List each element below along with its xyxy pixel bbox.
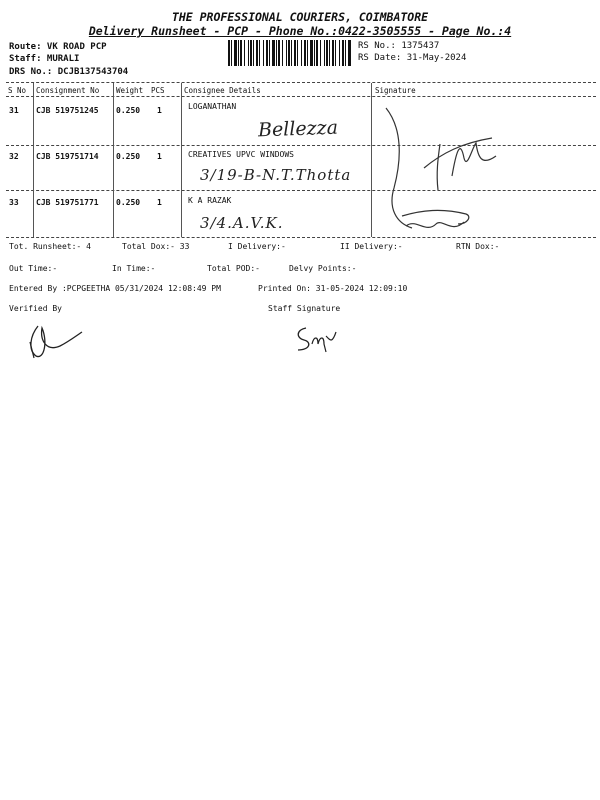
total-dox: Total Dox:- 33 — [122, 242, 190, 251]
barcode-bar — [240, 40, 242, 66]
rs-number: RS No.: 1375437 — [358, 41, 440, 51]
barcode-bar — [259, 40, 260, 66]
delvy-points: Delvy Points:- — [289, 264, 357, 273]
table-top-rule — [6, 82, 596, 83]
table-row-sno: 33 — [9, 198, 19, 207]
barcode-bar — [304, 40, 306, 66]
handwritten-note: 3/4.A.V.K. — [200, 214, 284, 232]
column-divider — [181, 83, 182, 237]
rtn-dox: RTN Dox:- — [456, 242, 500, 251]
in-time: In Time:- — [112, 264, 156, 273]
barcode-bar — [248, 40, 249, 66]
barcode-image — [228, 40, 354, 66]
barcode-bar — [276, 40, 277, 66]
barcode-bar — [272, 40, 275, 66]
barcode-bar — [316, 40, 318, 66]
table-row-consignee: K A RAZAK — [188, 196, 232, 205]
i-delivery: I Delivery:- — [228, 242, 286, 251]
table-row-weight: 0.250 — [116, 198, 141, 207]
staff-signature-label: Staff Signature — [268, 304, 341, 313]
barcode-bar — [332, 40, 334, 66]
barcode-bar — [250, 40, 252, 66]
barcode-bar — [278, 40, 280, 66]
col-header-consignment: Consignment No — [36, 86, 100, 95]
table-header-rule — [6, 96, 596, 97]
barcode-bar — [314, 40, 315, 66]
col-header-signature: Signature — [375, 86, 416, 95]
barcode-bar — [231, 40, 232, 66]
barcode-bar — [291, 40, 292, 66]
tot-runsheet: Tot. Runsheet:- 4 — [9, 242, 91, 251]
col-header-sno: S No — [8, 86, 27, 95]
barcode-bar — [288, 40, 290, 66]
handwritten-note: 3/19-B-N.T.Thotta — [200, 166, 352, 184]
barcode-bar — [238, 40, 239, 66]
table-row-pcs: 1 — [157, 198, 162, 207]
receiver-signature — [372, 98, 512, 238]
out-time: Out Time:- — [9, 264, 58, 273]
ii-delivery: II Delivery:- — [340, 242, 403, 251]
barcode-bar — [342, 40, 344, 66]
table-row-consignment: CJB 519751245 — [36, 106, 99, 115]
barcode-bar — [294, 40, 296, 66]
table-row-sno: 31 — [9, 106, 19, 115]
barcode-bar — [256, 40, 258, 66]
barcode-bar — [263, 40, 264, 66]
barcode-bar — [269, 40, 270, 66]
barcode-bar — [326, 40, 328, 66]
table-row-consignee: LOGANATHAN — [188, 102, 237, 111]
handwritten-note: Bellezza — [257, 116, 339, 142]
col-header-pcs: PCS — [151, 86, 165, 95]
barcode-bar — [244, 40, 245, 66]
table-row-consignment: CJB 519751771 — [36, 198, 99, 207]
total-pod: Total POD:- — [207, 264, 260, 273]
table-row-sno: 32 — [9, 152, 19, 161]
barcode-bar — [234, 40, 237, 66]
runsheet-subtitle: Delivery Runsheet - PCP - Phone No.:0422-3505555 - Page No.:4 — [88, 24, 512, 38]
table-row-consignee: CREATIVES UPVC WINDOWS — [188, 150, 294, 159]
column-divider — [33, 83, 34, 237]
barcode-bar — [307, 40, 308, 66]
barcode-bar — [345, 40, 346, 66]
barcode-bar — [329, 40, 330, 66]
barcode-bar — [324, 40, 325, 66]
barcode-bar — [301, 40, 302, 66]
barcode-bar — [297, 40, 298, 66]
rs-date: RS Date: 31-May-2024 — [358, 53, 467, 63]
route-label: Route: VK ROAD PCP — [9, 42, 107, 52]
table-row-consignment: CJB 519751714 — [36, 152, 99, 161]
entered-by: Entered By :PCPGEETHA 05/31/2024 12:08:49 PM — [9, 284, 221, 293]
staff-label: Staff: MURALI — [9, 54, 80, 64]
barcode-bar — [253, 40, 254, 66]
barcode-bar — [282, 40, 283, 66]
printed-on: Printed On: 31-05-2024 12:09:10 — [258, 284, 408, 293]
barcode-bar — [266, 40, 268, 66]
table-row-pcs: 1 — [157, 106, 162, 115]
verifier-signature — [20, 322, 80, 362]
column-divider — [113, 83, 114, 237]
staff-signature — [292, 322, 342, 356]
col-header-consignee: Consignee Details — [184, 86, 261, 95]
company-title: THE PROFESSIONAL COURIERS, COIMBATORE — [171, 10, 429, 24]
barcode-bar — [339, 40, 340, 66]
barcode-bar — [310, 40, 313, 66]
barcode-bar — [286, 40, 287, 66]
table-row-weight: 0.250 — [116, 152, 141, 161]
barcode-bar — [320, 40, 321, 66]
barcode-bar — [348, 40, 351, 66]
table-row-weight: 0.250 — [116, 106, 141, 115]
col-header-weight: Weight — [116, 86, 144, 95]
verified-by-label: Verified By — [9, 304, 62, 313]
barcode-bar — [335, 40, 336, 66]
table-row-pcs: 1 — [157, 152, 162, 161]
drs-number: DRS No.: DCJB137543704 — [9, 67, 129, 77]
barcode-bar — [228, 40, 230, 66]
